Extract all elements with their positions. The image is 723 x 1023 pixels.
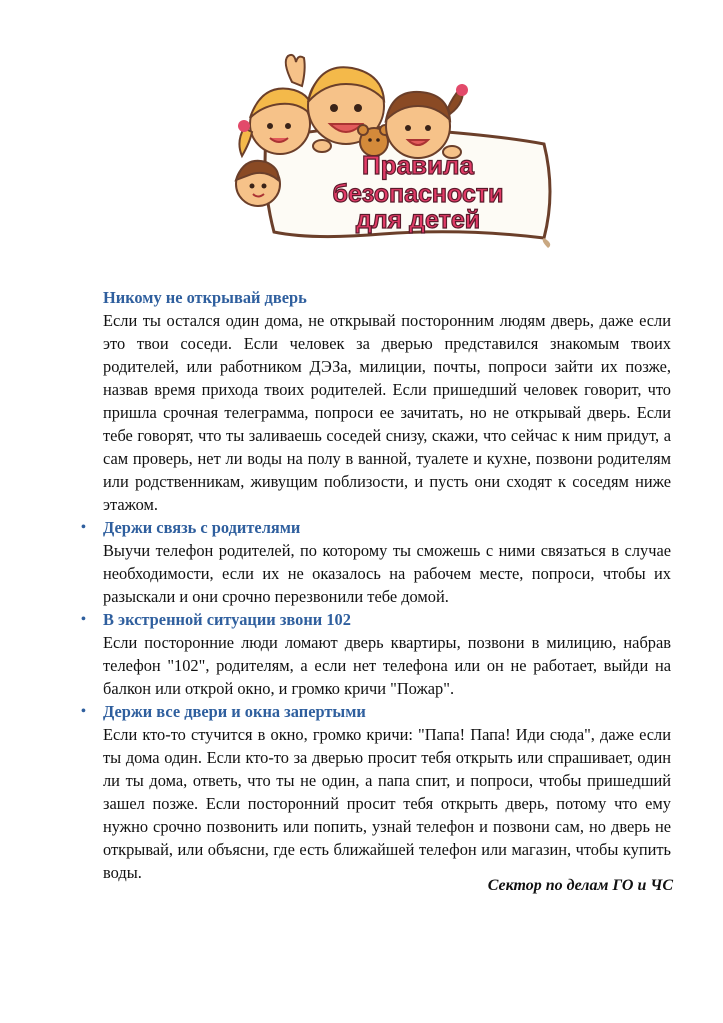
rule-section-2 (81, 516, 671, 608)
rule-heading: Никому не открывай дверь (103, 288, 307, 307)
logo-title-line3: для детей (355, 206, 481, 234)
signature: Сектор по делам ГО и ЧС (487, 877, 673, 894)
rule-heading: • Держи связь с родителями (81, 518, 301, 537)
rule-text: Если кто-то стучится в окно, громко кричи: "Папа! Папа! Иди сюда", даже если ты дома один. Если кто-то за дверью просит тебя открыть или спрашивает, один ли ты дома, ответь, что ты не один, а папа спит, и попроси, чтобы пришедший зашел позже. Если посторонний просит тебя открыть дверь, потому что ему нужно срочно позвонить или попить, узнай телефон и позвони сам, но дверь не открывай, или объясни, где есть ближайшей телефон или магазин, чтобы купить воды. (103, 725, 671, 882)
logo-title-line2: безопасности (332, 180, 504, 208)
rule-heading: • Держи все двери и окна запертыми (81, 702, 366, 721)
rule-text: Если посторонние люди ломают дверь квартиры, позвони в милицию, набрав телефон "102", родителям, а если нет телефона или он не работает, выйди на балкон или открой окно, и громко кричи "Пожар". (103, 633, 671, 698)
rules-content (81, 286, 671, 884)
logo-illustration (222, 52, 562, 252)
rule-section-1 (103, 286, 671, 516)
bullet-icon: • (81, 704, 86, 719)
rule-heading: • В экстренной ситуации звони 102 (81, 610, 351, 629)
rule-text: Выучи телефон родителей, по которому ты сможешь с ними связаться в случае необходимости, если их не оказалось на рабочем месте, попроси, чтобы их разыскали и они срочно перезвонили тебе домой. (103, 541, 671, 606)
rule-section-3 (81, 608, 671, 700)
rule-text: Если ты остался один дома, не открывай посторонним людям дверь, даже если это твои соседи. Если человек за дверью представился знакомым твоих родителей, или работником ДЭЗа, милиции, почты, попроси зайти их позже, назвав время прихода твоих родителей. Если пришедший человек говорит, что пришла срочная телеграмма, попроси ее зачитать, но не открывай дверь. Если тебе говорят, что ты заливаешь соседей снизу, скажи, что сейчас к ним придут, а сам проверь, нет ли воды на полу в ванной, туалете и кухне, позвони родителям или родственникам, живущим поблизости, и пусть они сходят к соседям ниже этажом. (103, 311, 671, 514)
bullet-icon: • (81, 612, 86, 627)
bullet-icon: • (81, 520, 86, 535)
kids-banner-image (222, 52, 562, 252)
logo-title-line1: Правила (362, 150, 474, 180)
rule-section-4 (81, 700, 671, 884)
